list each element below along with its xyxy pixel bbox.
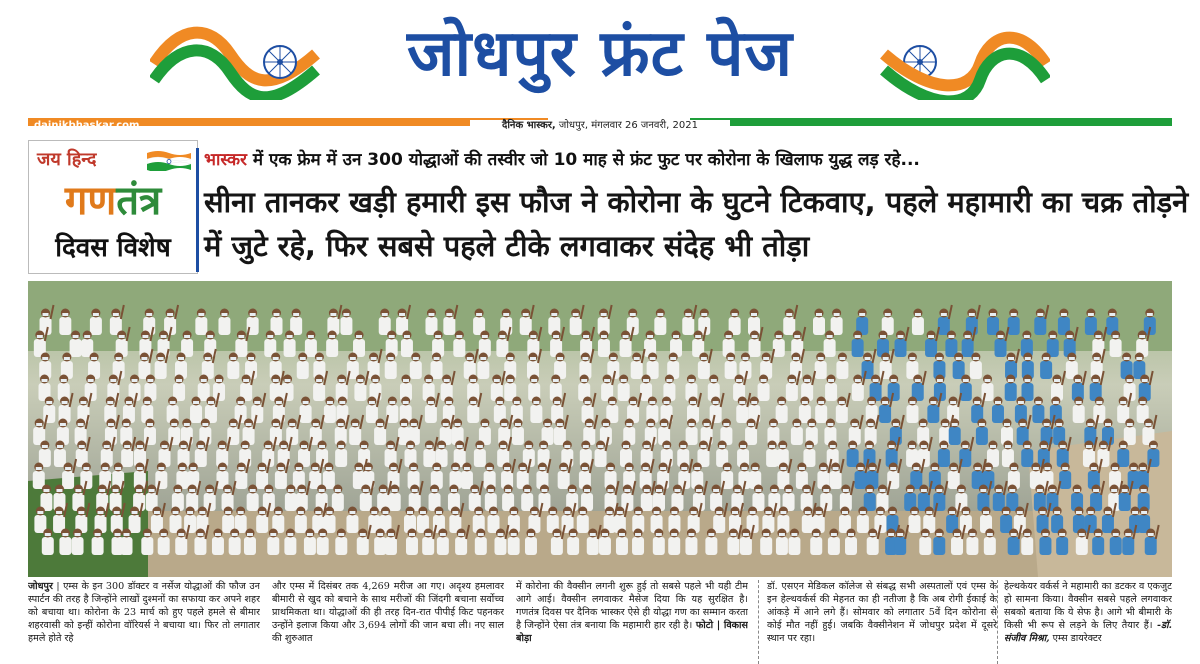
crowd-person [598, 331, 610, 358]
crowd-person [1022, 375, 1034, 402]
crowd-person [297, 353, 309, 380]
crowd-person [760, 349, 774, 379]
crowd-person [491, 371, 505, 401]
crowd-person [776, 529, 788, 556]
crowd-person [1056, 529, 1068, 556]
kicker-text: में एक फ्रेम में उन 300 योद्धाओं की तस्वीर जो 10 माह से फ्रंट फुट पर कोरोना के खिलाफ युद्ध लड़ रहे... [246, 150, 920, 170]
crowd-person [618, 375, 630, 402]
crowd-person [945, 331, 957, 358]
crowd-person [857, 507, 869, 534]
crowd-person [385, 353, 397, 380]
crowd-person [43, 397, 55, 424]
sidebar-quote-1 [758, 580, 998, 664]
kicker-brand: भास्कर [204, 150, 247, 170]
crowd-person [828, 529, 840, 556]
article-text-2: और एम्स में दिसंबर तक 4,269 मरीज आ गए। अदृश्य हमलावर बीमारी से खुद को बचाने के साथ मरीजों की जिंदगी बचाना सर्वोच्च प्राथमिकता था। योद्धाओं की ही तरह दिन-रात पीपीई किट पहनकर उन्होंने इलाज किया और 3,694 लोगों की जान बचा ली। नए साल की शुरुआत [272, 581, 504, 644]
crowd-person [530, 397, 542, 424]
crowd-person [1110, 331, 1122, 358]
crowd-person [244, 529, 256, 556]
kicker-headline [204, 148, 1190, 172]
crowd-person [1005, 375, 1017, 402]
crowd-person [158, 529, 170, 556]
crowd-person [1085, 309, 1097, 336]
quote-text-1: डॉ. एसएन मेडिकल कॉलेज से संबद्ध सभी अस्पतालों एवं एम्स के इन हेल्थवर्कर्स की मेहनत का ही नतीजा है कि अब रोगी ईकाई के आंकड़े में आने लगे हैं। सोमवार को लगातार 5वें दिन कोरोना से कोई मौत नहीं हुई। जबकि वैक्सीनेशन में जोधपुर प्रदेश में दूसरे स्थान पर रहा। [767, 581, 997, 644]
crowd-person [81, 331, 93, 358]
crowd-person [653, 529, 665, 556]
crowd-person [815, 397, 827, 424]
crowd-person [647, 353, 659, 380]
crowd-person [825, 375, 837, 402]
vishesh-heading: दिवस विशेष [55, 233, 171, 263]
crowd-person [423, 437, 437, 467]
crowd-person [888, 375, 900, 402]
article-column-3 [516, 580, 748, 664]
quote-text-2: हेल्थकेयर वर्कर्स ने महामारी का डटकर व एकजुट हो सामना किया। वैक्सीन सबसे पहले लगवाकर सबको बताया कि ये सेफ है। आगे भी बीमारी के किसी भी रूप से लड़ने के लिए तैयार हैं। [1004, 581, 1172, 631]
crowd-person [1040, 353, 1052, 380]
crowd-person [840, 481, 854, 511]
gantantra-part1: गण [64, 178, 117, 224]
article-column-1 [28, 580, 260, 664]
crowd-person [616, 529, 628, 556]
crowd-person [1138, 507, 1150, 534]
crowd-person [512, 419, 524, 446]
crowd-person [836, 353, 848, 380]
crowd-person [606, 397, 618, 424]
crowd-person [218, 309, 230, 336]
crowd-person [847, 441, 859, 468]
crowd-person [90, 309, 102, 336]
crowd-person [705, 529, 717, 556]
crowd-person [992, 397, 1004, 424]
crowd-person [508, 529, 520, 556]
crowd-person [374, 529, 386, 556]
crowd-person [890, 415, 904, 445]
crowd-person [1085, 507, 1097, 534]
crowd-person [379, 309, 391, 336]
crowd-person [431, 353, 443, 380]
crowd-person [760, 529, 772, 556]
crowd-person [441, 371, 455, 401]
crowd-person [389, 485, 401, 512]
crowd-person [788, 529, 800, 556]
crowd-person [34, 507, 46, 534]
crowd-person [70, 331, 82, 358]
article-text-3: में कोरोना की वैक्सीन लगनी शुरू हुई तो सबसे पहले भी यही टीम आगे आई। वैक्सीन लगवाकर मैसेज दिया कि यह सुरक्षित है। गणतंत्र दिवस पर दैनिक भास्कर ऐसे ही योद्धा गण का सम्मान करता है जिन्होंने ऐसा तंत्र बनाया कि महामारी हार रही है। [516, 581, 748, 631]
crowd-person [286, 415, 300, 445]
crowd-person [801, 371, 815, 401]
crowd-person [773, 331, 785, 358]
crowd-person [1039, 529, 1051, 556]
crowd-person [410, 353, 422, 380]
crowd-person [326, 331, 338, 358]
crowd-person [204, 481, 218, 511]
main-headline: सीना तानकर खड़ी हमारी इस फौज ने कोरोना के घुटने टिकवाए, पहले महामारी का चक्र तोड़ने में जुटे रहे, फिर सबसे पहले टीके लगवाकर संदेह भी तोड़ा [204, 185, 1189, 263]
crowd-person [631, 349, 645, 379]
paper-name: दैनिक भास्कर, [502, 120, 556, 131]
crowd-person [686, 419, 698, 446]
date-text: जोधपुर, मंगलवार 26 जनवरी, 2021 [558, 120, 698, 131]
crowd-person [305, 331, 317, 358]
crowd-person [766, 441, 778, 468]
crowd-person [912, 309, 924, 336]
crowd-person [173, 375, 185, 402]
crowd-person [285, 485, 297, 512]
crowd-person [461, 463, 473, 490]
crowd-person [464, 349, 478, 379]
crowd-person [290, 309, 302, 336]
crowd-person [836, 393, 850, 423]
crowd-person [212, 529, 224, 556]
crowd-person [938, 441, 950, 468]
headline-divider [196, 148, 199, 272]
crowd-person [976, 419, 988, 446]
crowd-person [1110, 529, 1122, 556]
crowd-illustration [28, 281, 1172, 577]
crowd-person [59, 309, 71, 336]
crowd-person [993, 481, 1007, 511]
crowd-person [933, 529, 945, 556]
crowd-person [72, 529, 84, 556]
crowd-person [477, 353, 489, 380]
crowd-person [1021, 529, 1033, 556]
crowd-person [144, 419, 156, 446]
crowd-person [632, 529, 644, 556]
website-link[interactable]: dainikbhaskar.com [34, 120, 140, 131]
crowd-person [525, 529, 537, 556]
crowd-person [323, 463, 335, 490]
crowd-person [190, 397, 202, 424]
crowd-person [799, 397, 811, 424]
crowd-person [758, 375, 770, 402]
crowd-person [335, 529, 347, 556]
crowd-person [970, 353, 982, 380]
crowd-person [1124, 419, 1136, 446]
crowd-person [1005, 349, 1019, 379]
crowd-person [864, 485, 876, 512]
crowd-person [960, 375, 972, 402]
gantantra-part2: तंत्र [116, 178, 162, 224]
crowd-person [195, 309, 207, 336]
quote-role: एम्स डायरेक्टर [1049, 633, 1102, 644]
crowd-person [953, 353, 965, 380]
crowd-person [504, 375, 516, 402]
crowd-person [317, 529, 329, 556]
crowd-person [852, 331, 864, 358]
crowd-person [324, 397, 336, 424]
crowd-person [1000, 507, 1012, 534]
crowd-person [845, 529, 857, 556]
crowd-person [59, 529, 71, 556]
crowd-person [184, 507, 196, 534]
crowd-person [368, 349, 382, 379]
group-photo [28, 281, 1172, 577]
page-title: जोधपुर फ्रंट पेज [407, 17, 793, 91]
crowd-person [295, 507, 307, 534]
crowd-person [282, 375, 294, 402]
crowd-person [155, 463, 167, 490]
crowd-person [919, 529, 931, 556]
crowd-person [247, 485, 259, 512]
crowd-person [810, 529, 822, 556]
dateline [470, 120, 730, 132]
crowd-person [1093, 397, 1105, 424]
crowd-person [1117, 441, 1129, 468]
crowd-person [437, 529, 449, 556]
crowd-person [284, 331, 296, 358]
crowd-person [198, 375, 210, 402]
crowd-person [577, 507, 589, 534]
article-location: जोधपुर [28, 581, 53, 592]
crowd-person [453, 331, 465, 358]
crowd-person [332, 485, 344, 512]
crowd-person [776, 397, 788, 424]
crowd-person [947, 393, 961, 423]
crowd-person [304, 529, 316, 556]
sidebar-quote-2 [1004, 580, 1172, 664]
crowd-person [1073, 397, 1085, 424]
crowd-person [685, 529, 697, 556]
masthead [0, 0, 1200, 112]
tricolor-ribbon-right-icon [880, 24, 1050, 100]
crowd-person [474, 441, 486, 468]
crowd-person [1047, 331, 1059, 358]
article-column-2 [272, 580, 504, 664]
crowd-person [335, 441, 347, 468]
crowd-person [141, 529, 153, 556]
crowd-person [300, 397, 312, 424]
crowd-person [668, 529, 680, 556]
article-body [28, 580, 1172, 664]
crowd-person [488, 507, 500, 534]
crowd-person [538, 485, 550, 512]
crowd-person [267, 529, 279, 556]
jai-hind-label: जय हिन्द [37, 149, 97, 170]
crowd-person [966, 529, 978, 556]
crowd-person [121, 529, 133, 556]
crowd-person [1032, 397, 1044, 424]
crowd-person [521, 485, 533, 512]
crowd-person [791, 419, 803, 446]
crowd-person [406, 529, 418, 556]
crowd-person [42, 529, 54, 556]
republic-day-badge [28, 140, 198, 274]
crowd-person [385, 437, 399, 467]
crowd-person [229, 529, 241, 556]
crowd-person [849, 415, 863, 445]
crowd-person [340, 309, 352, 336]
crowd-person [1092, 529, 1104, 556]
crowd-person [862, 349, 876, 379]
crowd-person [33, 463, 45, 490]
crowd-person [909, 507, 921, 534]
crowd-person [906, 397, 918, 424]
crowd-person [831, 309, 843, 336]
crowd-person [599, 529, 611, 556]
crowd-person [222, 507, 234, 534]
photo-credit: फोटो | विकास बोड़ा [516, 620, 748, 644]
crowd-person [227, 353, 239, 380]
crowd-person [54, 441, 66, 468]
quote-signature: -डॉ. संजीव मिश्रा, [1004, 620, 1172, 644]
crowd-person [324, 507, 336, 534]
crowd-person [567, 529, 579, 556]
crowd-person [984, 529, 996, 556]
green-strip [690, 118, 1172, 126]
crowd-person [1021, 441, 1033, 468]
crowd-person [949, 419, 961, 446]
crowd-person [1008, 309, 1020, 336]
crowd-person [251, 393, 265, 423]
crowd-person [987, 309, 999, 336]
crowd-person [813, 309, 825, 336]
article-text-1: | एम्स के इन 300 डॉक्टर व नर्सेज योद्धाओं की फौज उन स्पार्टन की तरह है जिन्होंने लाखों दुश्मनों का सफाया कर अपने शहर को बचाया था। कोरोना के 23 मार्च को हुए पहले हमले से बीमार शहरवासी को इन्हीं कोरोना वॉरियर्स ने बचाया था। फिर तो लगातार हमले होते रहे [28, 581, 260, 644]
crowd-person [654, 309, 666, 336]
crowd-person [815, 353, 827, 380]
crowd-person [401, 331, 413, 358]
crowd-person [425, 309, 437, 336]
crowd-person [168, 419, 180, 446]
gantantra-heading [29, 177, 197, 225]
crowd-person [284, 529, 296, 556]
crowd-person [92, 529, 104, 556]
crowd-person [1051, 371, 1065, 401]
crowd-person [346, 507, 358, 534]
crowd-person [803, 441, 815, 468]
crowd-person [475, 529, 487, 556]
crowd-person [824, 331, 836, 358]
crowd-person [960, 507, 972, 534]
crowd-person [1059, 463, 1071, 490]
crowd-person [349, 415, 363, 445]
crowd-person [725, 353, 737, 380]
indian-flag-icon [147, 149, 191, 171]
